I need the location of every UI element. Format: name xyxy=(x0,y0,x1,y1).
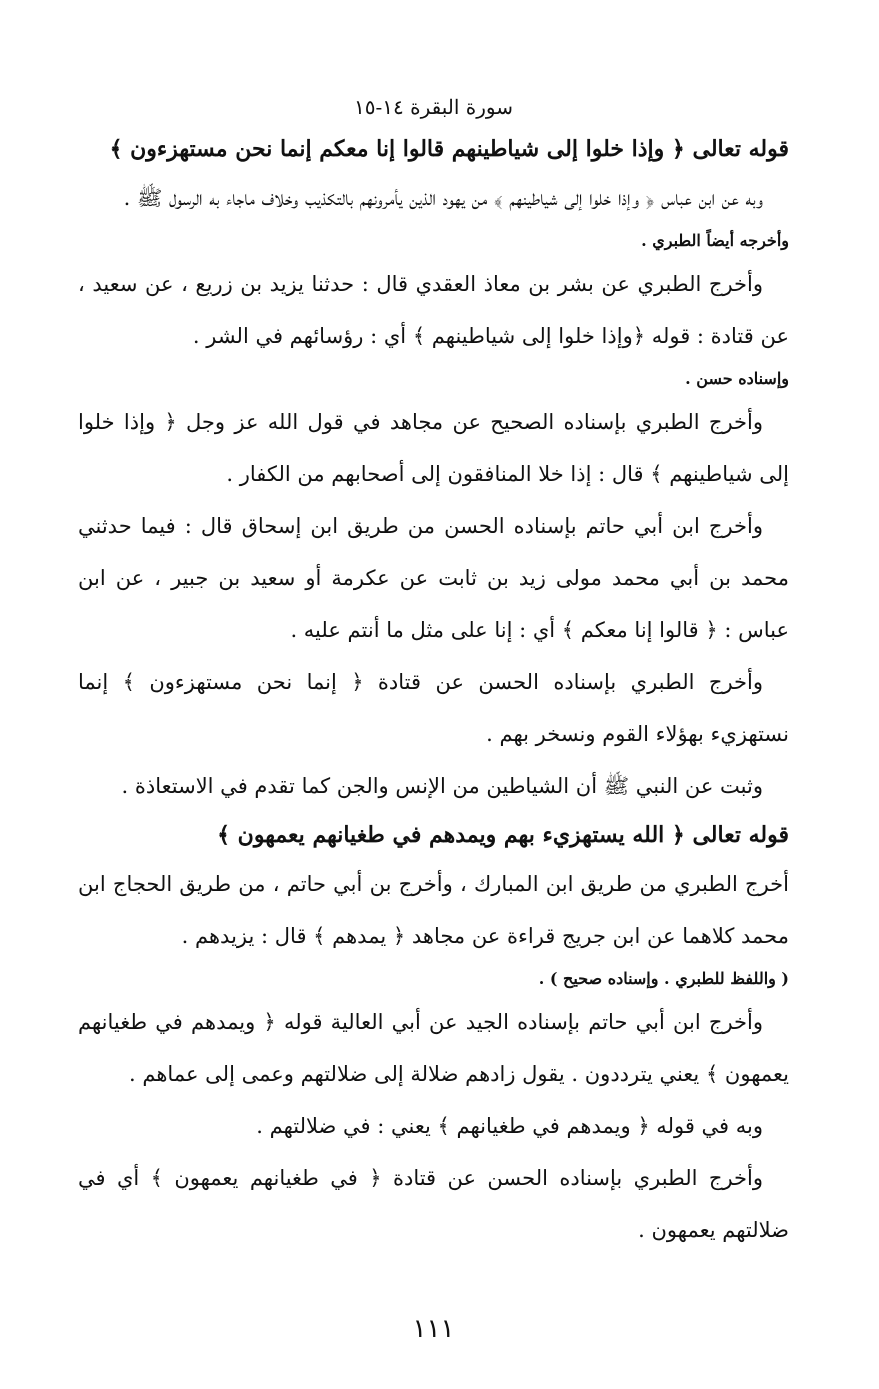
paragraph: وأخرج الطبري بإسناده الحسن عن قتادة ﴿ إنما نحن مستهزءون ﴾ إنما نستهزيء بهؤلاء القوم ونسخر بهم . xyxy=(78,670,789,746)
verse-heading: قوله تعالى ﴿ وإذا خلوا إلى شياطينهم قالوا إنا معكم إنما نحن مستهزءون ﴾ xyxy=(109,136,789,162)
paragraph: وبه في قوله ﴿ ويمدهم في طغيانهم ﴾ يعني : في ضلالتهم . xyxy=(256,1114,763,1138)
source-note: ( واللفظ للطبري . وإسناده صحيح ) . xyxy=(538,969,789,988)
book-page xyxy=(78,92,789,1349)
source-note: وإسناده حسن . xyxy=(685,369,789,388)
paragraph: وبه عن ابن عباس ﴿ وإذا خلوا إلى شياطينهم ﴾ من يهود الذين يأمرونهم بالتكذيب وخلاف ماجاء به الرسول ﷺ . xyxy=(123,186,763,210)
paragraph: وأخرج الطبري بإسناده الصحيح عن مجاهد في قول الله عز وجل ﴿ وإذا خلوا إلى شياطينهم ﴾ قال : إذا خلا المنافقون إلى أصحابهم من الكفار . xyxy=(78,410,789,486)
running-header: سورة البقرة ١٤-١٥ xyxy=(354,95,513,119)
verse-heading: قوله تعالى ﴿ الله يستهزيء بهم ويمدهم في طغيانهم يعمهون ﴾ xyxy=(217,822,789,848)
paragraph: وأخرج ابن أبي حاتم بإسناده الجيد عن أبي العالية قوله ﴿ ويمدهم في طغيانهم يعمهون ﴾ يعني يترددون . يقول زادهم ضلالة إلى ضلالتهم وعمى إلى عماهم . xyxy=(78,1010,789,1086)
paragraph: وثبت عن النبي ﷺ أن الشياطين من الإنس والجن كما تقدم في الاستعاذة . xyxy=(121,774,763,798)
paragraph: وأخرج ابن أبي حاتم بإسناده الحسن من طريق ابن إسحاق قال : فيما حدثني محمد بن أبي محمد مولى زيد بن ثابت عن عكرمة أو سعيد بن جبير ، عن ابن عباس : ﴿ قالوا إنا معكم ﴾ أي : إنا على مثل ما أنتم عليه . xyxy=(78,514,789,642)
paragraph: وأخرج الطبري عن بشر بن معاذ العقدي قال : حدثنا يزيد بن زريع ، عن سعيد ، عن قتادة : قوله ﴿وإذا خلوا إلى شياطينهم ﴾ أي : رؤسائهم في الشر . xyxy=(78,272,789,348)
source-note: وأخرجه أيضاً الطبري . xyxy=(641,231,789,250)
paragraph: أخرج الطبري من طريق ابن المبارك ، وأخرج بن أبي حاتم ، من طريق الحجاج ابن محمد كلاهما عن ابن جريج قراءة عن مجاهد ﴿ يمدهم ﴾ قال : يزيدهم . xyxy=(78,872,789,948)
paragraph: وأخرج الطبري بإسناده الحسن عن قتادة ﴿ في طغيانهم يعمهون ﴾ أي في ضلالتهم يعمهون . xyxy=(78,1166,789,1242)
page-number: ١١١ xyxy=(412,1314,455,1344)
